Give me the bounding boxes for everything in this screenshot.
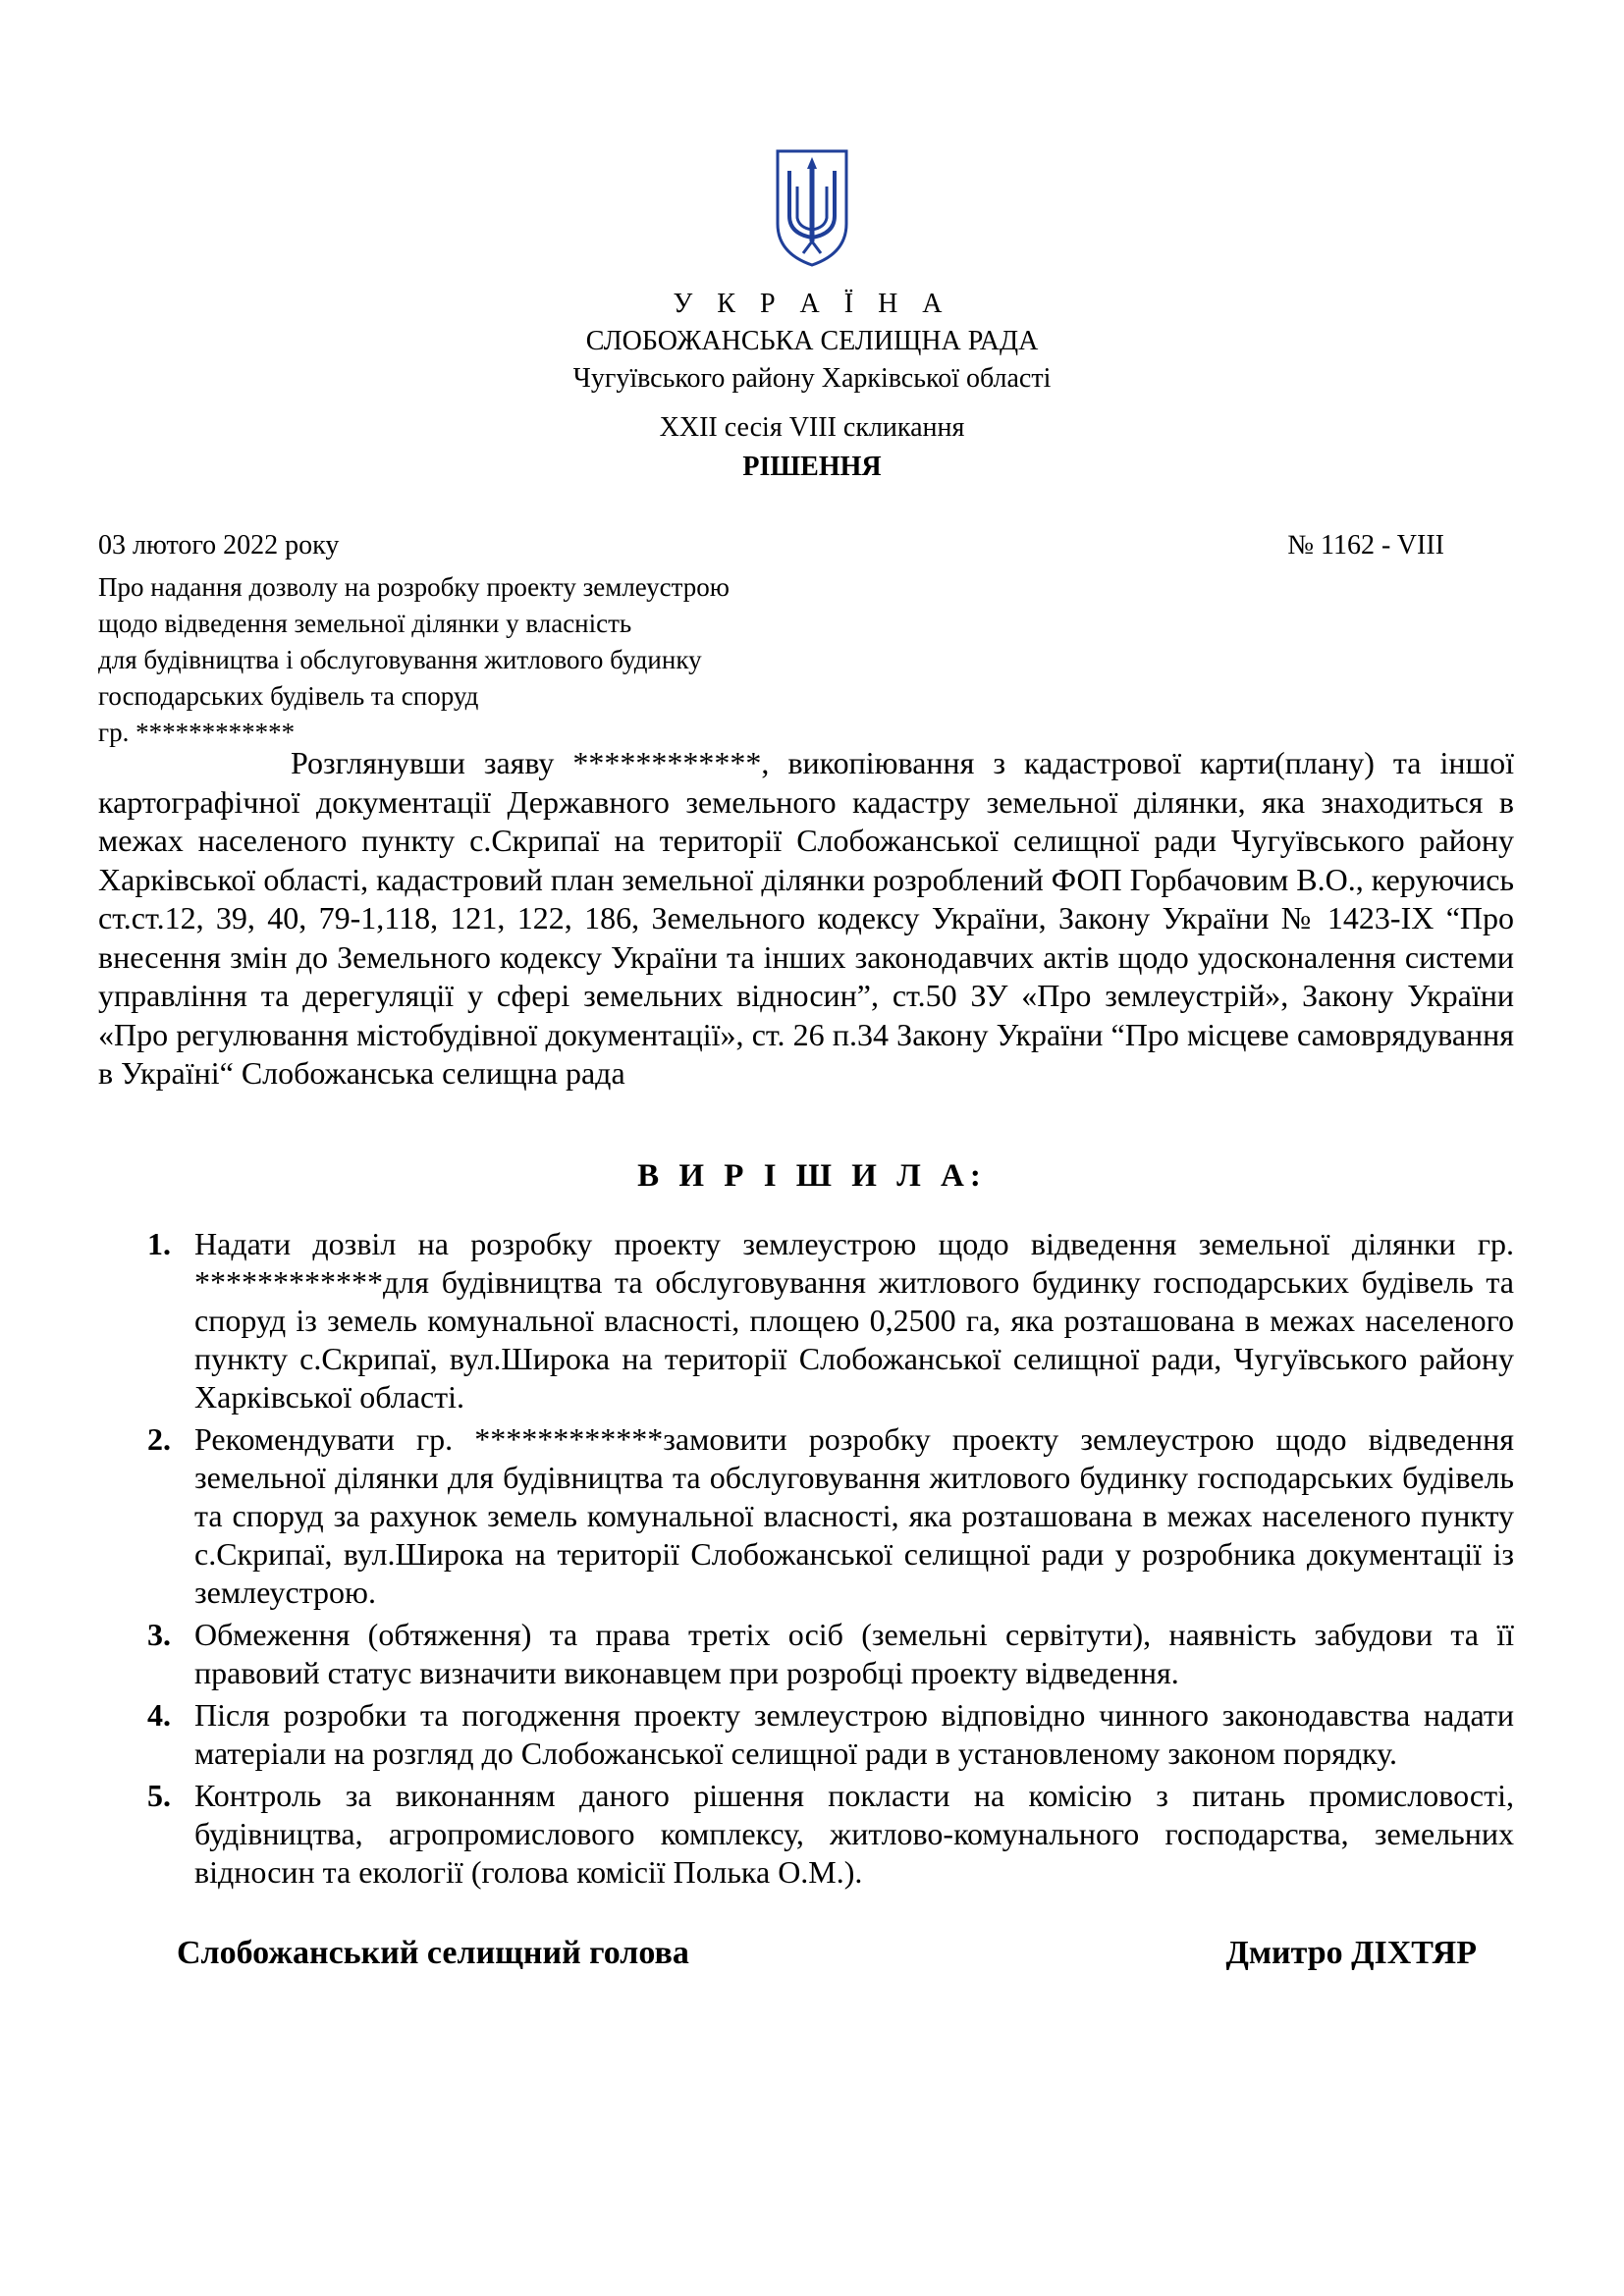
preamble-text: Розглянувши заяву ************, викопіювання з кадастрової карти(плану) та іншої картографічної документації Державного земельного кадастру земельної ділянки, яка знаходиться в межах населеного пункту с.Скрипаї на території Слобожанської селищної ради Чугуївського району Харківської області, кадастровий план земельної ділянки розроблений ФОП Горбачовим В.О., керуючись ст.ст.12, 39, 40, 79-1,118, 121, 122, 186, Земельного кодексу України, Закону України № 1423-IX “Про внесення змін до Земельного кодексу України та інших законодавчих актів щодо удосконалення системи управління та дерегуляції у сфері земельних відносин”, ст.50 ЗУ «Про землеустрій», Закону України «Про регулювання містобудівної документації», ст. 26 п.34 Закону України “Про місцеве самоврядування в Україні“ Слобожанська селищна рада bbox=[98, 745, 1514, 1091]
preamble-paragraph bbox=[98, 744, 1514, 1094]
subject-line: для будівництва і обслуговування житлового будинку bbox=[98, 645, 702, 674]
list-item bbox=[98, 1777, 1514, 1892]
session-line: XXII сесія VIII скликання bbox=[659, 412, 965, 443]
decision-items bbox=[98, 1225, 1514, 1896]
list-item bbox=[98, 1225, 1514, 1416]
subject-line: гр. ************ bbox=[98, 718, 296, 747]
council-name: СЛОБОЖАНСЬКА СЕЛИЩНА РАДА bbox=[585, 326, 1039, 356]
item-text: Після розробки та погодження проекту землеустрою відповідно чинного законодавства надати матеріали на розгляд до Слобожанської селищної ради в установленому законом порядку. bbox=[194, 1697, 1514, 1771]
subject-line: господарських будівель та споруд bbox=[98, 681, 479, 711]
decision-subject bbox=[98, 569, 884, 751]
item-number: 1. bbox=[147, 1226, 171, 1261]
item-number: 4. bbox=[147, 1697, 171, 1733]
list-item bbox=[98, 1616, 1514, 1692]
item-number: 3. bbox=[147, 1617, 171, 1652]
item-number: 5. bbox=[147, 1778, 171, 1813]
subject-line: Про надання дозволу на розробку проекту землеустрою bbox=[98, 572, 730, 602]
item-text: Надати дозвіл на розробку проекту землеустрою щодо відведення земельної ділянки гр. ************для будівництва та обслуговування житлового будинку господарських будівель та споруд із земель комунальної власності, площею 0,2500 га, яка розташована в межах населеного пункту с.Скрипаї, вул.Широка на території Слобожанської селищної ради, Чугуївського району Харківської області. bbox=[194, 1226, 1514, 1415]
decision-number: № 1162 - VIII bbox=[1287, 530, 1444, 561]
item-number: 2. bbox=[147, 1421, 171, 1457]
subject-line: щодо відведення земельної ділянки у власність bbox=[98, 609, 632, 638]
item-text: Рекомендувати гр. ************замовити розробку проекту землеустрою щодо відведення земельної ділянки для будівництва та обслуговування житлового будинку господарських будівель та споруд за рахунок земель комунальної власності, яка розташована в межах населеного пункту с.Скрипаї, вул.Широка на території Слобожанської селищної ради у розробника документації із землеустрою. bbox=[194, 1421, 1514, 1610]
list-item bbox=[98, 1696, 1514, 1773]
signatory-position: Слобожанський селищний голова bbox=[177, 1935, 689, 1971]
item-text: Контроль за виконанням даного рішення покласти на комісію з питань промисловості, будівництва, агропромислового комплексу, житлово-комунального господарства, земельних відносин та екології (голова комісії Полька О.М.). bbox=[194, 1778, 1514, 1890]
district-name: Чугуївського району Харківської області bbox=[572, 363, 1052, 394]
signatory-name: Дмитро ДІХТЯР bbox=[1225, 1935, 1477, 1971]
decision-date: 03 лютого 2022 року bbox=[98, 530, 340, 561]
decided-heading: В И Р І Ш И Л А: bbox=[637, 1158, 987, 1194]
document-type: РІШЕННЯ bbox=[742, 452, 882, 482]
coat-of-arms-icon bbox=[774, 147, 850, 269]
country-heading: У К Р А Ї Н А bbox=[673, 289, 951, 319]
list-item bbox=[98, 1420, 1514, 1612]
item-text: Обмеження (обтяження) та права третіх осіб (земельні сервітути), наявність забудови та її правовий статус визначити виконавцем при розробці проекту відведення. bbox=[194, 1617, 1514, 1690]
